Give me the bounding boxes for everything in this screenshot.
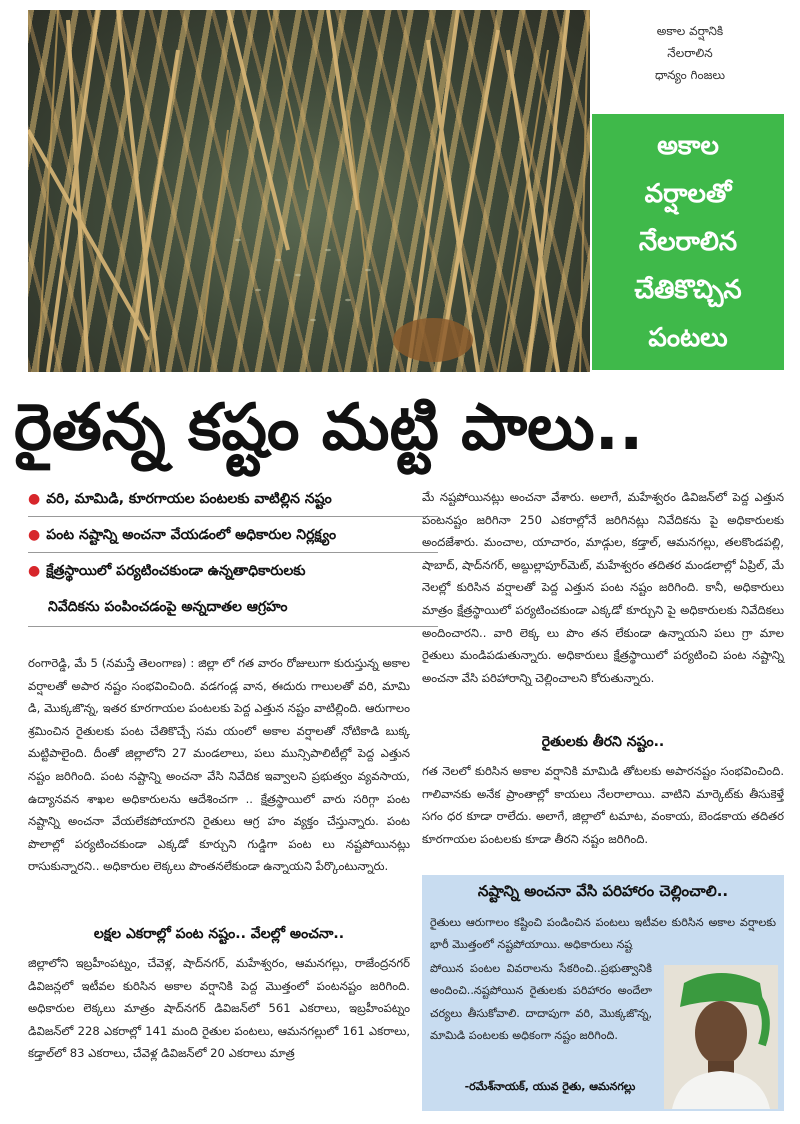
bullet-text: వరి, మామిడి, కూరగాయల పంటలకు వాటిల్లిన నష్టం [46,491,332,507]
caption-line: అకాల వర్షానికి [656,24,724,38]
highlight-box [592,114,784,370]
bullet-dot-icon: ● [28,527,41,543]
caption-line: నేలరాలిన [667,46,713,60]
farmer-portrait [664,965,778,1109]
bullet-point [28,488,438,510]
article-body: జిల్లాలోని ఇబ్రహీంపట్నం, చేవెళ్ల, షాద్‌నగర్, మహేశ్వరం, ఆమనగల్లు, రాజేంద్రనగర్ డివిజన్లలో ఇటీవల కురిసిన అకాల వర్షానికి పెద్ద మొత్తంలో పంటనష్టం జరిగింది. అధికారుల లెక్కలు మాత్రం షాద్‌నగర్ డివిజన్‌లో 561 ఎకరాలు, ఇబ్రహీంపట్నం డివిజన్‌లో 228 ఎకరాల్లో 141 మంది రైతుల పంటలు, ఆమనగల్లులో 161 ఎకరాలు, కడ్తాల్‌లో 83 ఎకరాలు, చేవెళ్ల డివిజన్‌లో 20 ఎకరాలు మాత్ర [28,956,410,1061]
article-body: మే నష్టపోయినట్లు అంచనా వేశారు. అలాగే, మహేశ్వరం డివిజన్‌లో పెద్ద ఎత్తున పంటనష్టం జరిగినా 250 ఎకరాల్లోనే జరిగినట్లు నివేదికను పై అధికారులకు అందజేశారు. మంచాల, యాచారం, మాడ్గుల, కడ్తాల్, ఆమనగల్లు, తలకొండపల్లి, షాబాద్, షాద్‌నగర్, అబ్దుల్లాపూర్‌మెట్, మహేశ్వరం తదితర మండలాల్లో ఏప్రిల్, మే నెలల్లో కురిసిన వర్షాలతో పెద్ద ఎత్తున పంట నష్టం జరిగింది. కానీ, అధికారులు మాత్రం క్షేత్రస్థాయిలో పర్యటించకుండా ఎక్కడో కూర్చుని పై అధికారులకు నివేదికలు అందించారని.. వారి లెక్క లు పొం తన లేకుండా ఉన్నాయని పలు గ్రా మాల రైతులు మండిపడుతున్నారు. అధికారులు క్షేత్రస్థాయిలో పర్యటించి పంట నష్టాన్ని అంచనా వేసి పరిహారాన్ని చెల్లించాలని కోరుతున్నారు. [422,490,784,685]
farmer-portrait-illustration [664,965,778,1109]
bullet-continuation: నివేదికను పంపించడంపై అన్నదాతల ఆగ్రహం [48,599,288,615]
crop-damage-illustration [28,10,590,372]
headline: రైతన్న కష్టం మట్టి పాలు.. [14,391,644,465]
highlight-line: నేలరాలిన [638,227,738,257]
article-body: రంగారెడ్డి, మే 5 (నమస్తే తెలంగాణ) : జిల్లా లో గత వారం రోజులుగా కురుస్తున్న అకాల వర్షాలతో అపార నష్టం సంభవించింది. వడగండ్ల వాన, ఈదురు గాలులతో వరి, మామి డి, మొక్కజొన్న, ఇతర కూరగాయల పంటలకు పెద్ద ఎత్తున నష్టం వాటిల్లింది. ఆరుగాలం శ్రమించిన రైతులకు పంట చేతికొచ్చే సమ యంలో అకాల వర్షాలతో నోటికాడి బుక్క మట్టిపాలైంది. దీంతో జిల్లాలోని 27 మండలాలు, పలు మున్సిపాలిటీల్లో పెద్ద ఎత్తున నష్టం జరిగింది. పంట నష్టాన్ని అంచనా వేసి నివేదిక ఇవ్వాలని ప్రభుత్వం వ్యవసాయ, ఉద్యానవన శాఖల అధికారులను ఆదేశించగా .. క్షేత్రస్థాయిలో వారు సరిగ్గా పంట నష్టాన్ని అంచనా వేయలేకపోయారని రైతులు ఆగ్ర హం వ్యక్తం చేస్తున్నారు. పంట పొలాల్లో పర్యటించకుండా ఎక్కడో కూర్చుని గుడ్డిగా పంట లు నష్టపోయినట్లు రాసుకున్నారని.. అధికారుల లెక్కలు పొంతనలేకుండా ఉన్నాయని పేర్కొంటున్నారు. [28,656,410,874]
quote-title: నష్టాన్ని అంచనా వేసి పరిహారం చెల్లించాలి.. [477,882,729,900]
highlight-line: అకాల [657,131,719,161]
bullet-dot-icon: ● [28,563,41,579]
bullet-text: పంట నష్టాన్ని అంచనా వేయడంలో అధికారుల నిర్లక్ష్యం [46,527,337,543]
quote-text: పోయిన పంటల వివరాలను సేకరించి..ప్రభుత్వానికి అందించి..నష్టపోయిన రైతులకు పరిహారం అందేలా చర్యలు తీసుకోవాలి. దాదాపుగా వరి, మొక్కజొన్న, మామిడి పంటలకు అధికంగా నష్టం జరిగింది. [430,962,652,1043]
photo-caption [600,20,780,86]
section-subhead: రైతులకు తీరని నష్టం.. [541,734,665,750]
highlight-line: పంటలు [648,323,728,353]
bullet-point [28,524,438,546]
section-subhead: లక్షల ఎకరాల్లో పంట నష్టం.. వేలల్లో అంచనా.. [93,926,345,942]
bullet-dot-icon: ● [28,491,41,507]
article-body: గత నెలలో కురిసిన అకాల వర్షానికి మామిడి తోటలకు అపారనష్టం సంభవించింది. గాలివానకు అనేక ప్రాంతాల్లో కాయలు నేలరాలాయి. వాటిని మార్కెట్‌కు తీసుకెళ్తే సగం ధర కూడా రాలేదు. అలాగే, జిల్లాలో టమాట, వంకాయ, బెండకాయ తదితర కూరగాయల పంటలకు కూడా తీరని నష్టం జరిగింది. [422,764,784,846]
highlight-line: చేతికొచ్చిన [634,275,742,305]
divider [28,516,438,517]
divider [28,552,438,553]
divider [28,626,438,627]
highlight-line: వర్షాలతో [644,179,732,209]
quote-signature: -రమేశ్‌నాయక్, యువ రైతు, ఆమనగల్లు [464,1080,636,1093]
crop-damage-photo [28,10,590,372]
caption-line: ధాన్యం గింజలు [654,68,726,82]
bullet-point [28,560,438,582]
quote-text: రైతులు ఆరుగాలం కష్టించి పండించిన పంటలు ఇటీవల కురిసిన అకాల వర్షాలకు భారీ మొత్తంలో నష్టపోయాయి. అధికారులు నష్ట [430,916,776,952]
bullet-text: క్షేత్రస్థాయిలో పర్యటించకుండా ఉన్నతాధికారులకు [46,563,306,579]
